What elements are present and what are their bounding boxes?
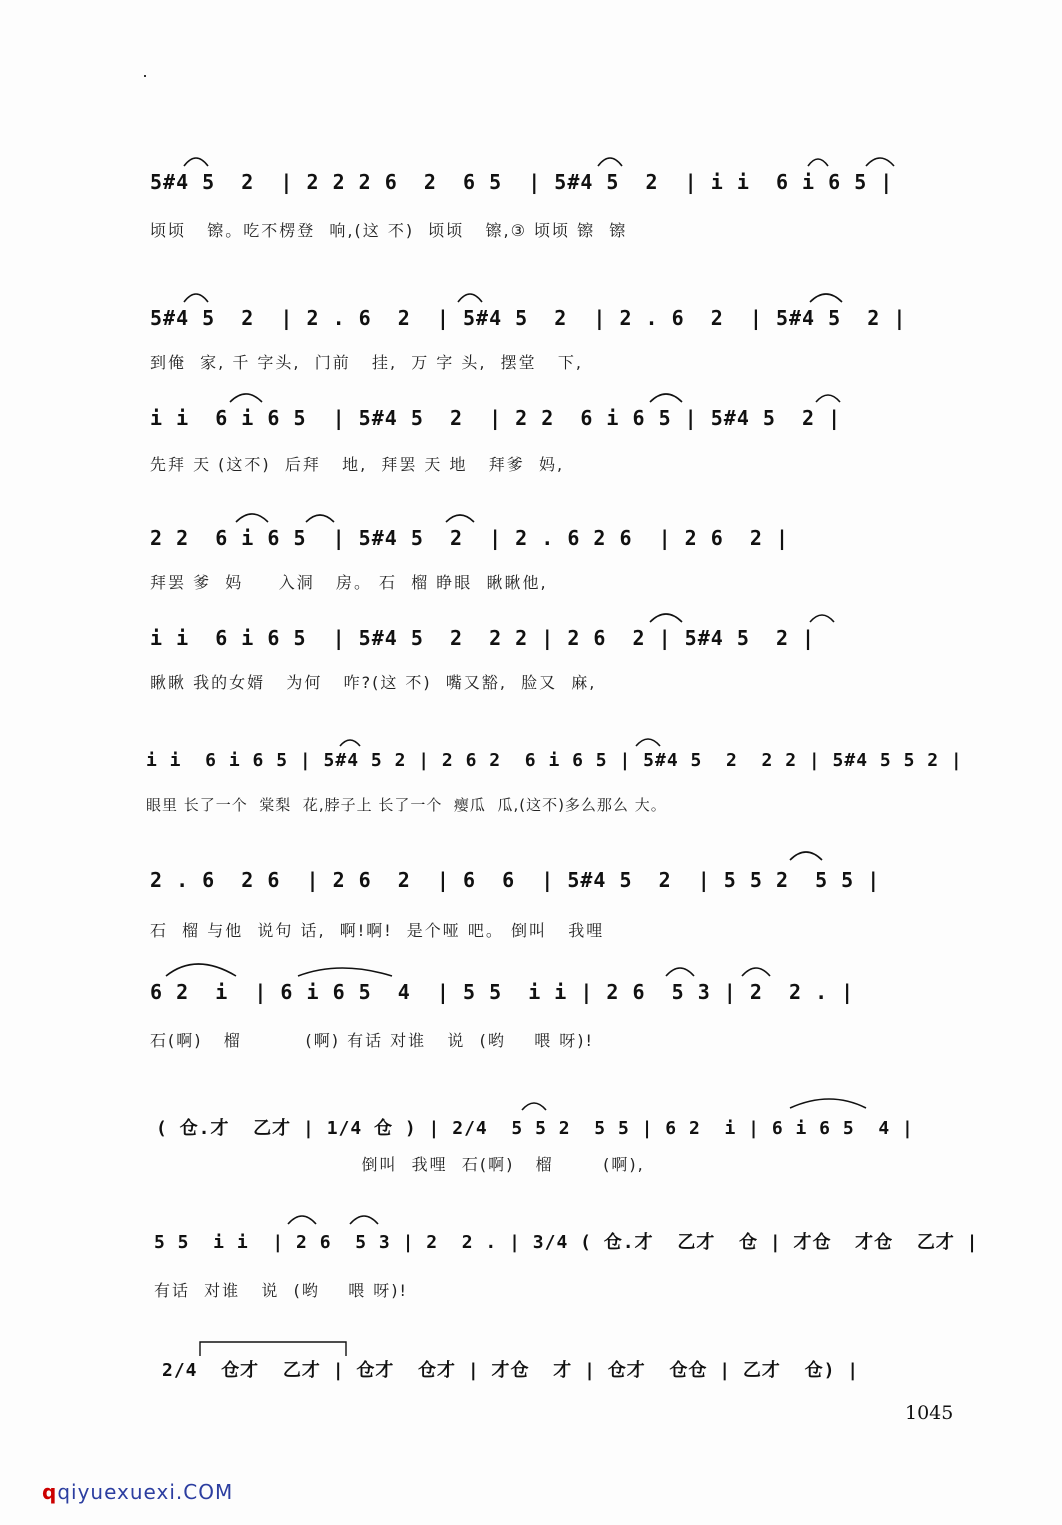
lyrics-line: 眼里 长了一个 棠梨 花,脖子上 长了一个 瘿瓜 瓜,(这不)多么那么 大。 xyxy=(146,796,667,814)
notation-line: 2/4 仓才 乙才 | 仓才 仓才 | 才仓 才 | 仓才 仓仓 | 乙才 仓) | xyxy=(162,1360,860,1381)
lyrics-line: 瞅瞅 我的女婿 为何 咋?(这 不) 嘴又豁, 脸又 麻, xyxy=(150,673,597,692)
lyrics-line: 石(啊) 榴 (啊) 有话 对谁 说 (哟 喂 呀)! xyxy=(150,1031,594,1050)
notation-line: i i 6 i 6 5 | 5#4 5 2 | 2 2 6 i 6 5 | 5#4 5 2 | xyxy=(150,406,842,430)
lyrics-line: 顷顷 镲。吃不楞登 响,(这 不) 顷顷 镲,③ 顷顷 镲 镲 xyxy=(150,221,628,240)
lyrics-line: 有话 对谁 说 (哟 喂 呀)! xyxy=(154,1281,408,1300)
lyrics-line: 先拜 天 (这不) 后拜 地, 拜罢 天 地 拜爹 妈, xyxy=(150,455,565,474)
notation-line: 6 2 i | 6 i 6 5 4 | 5 5 i i | 2 6 5 3 | 2 2 . | xyxy=(150,980,855,1004)
q-logo-icon: q xyxy=(42,1480,58,1504)
notation-line: 5 5 i i | 2 6 5 3 | 2 2 . | 3/4 ( 仓.才 乙才 仓 | 才仓 才仓 乙才 | xyxy=(154,1232,979,1253)
notation-line: 5#4 5 2 | 2 2 2 6 2 6 5 | 5#4 5 2 | i i 6 i 6 5 | xyxy=(150,170,894,194)
notation-line: 5#4 5 2 | 2 . 6 2 | 5#4 5 2 | 2 . 6 2 | 5#4 5 2 | xyxy=(150,306,907,330)
notation-line: ( 仓.才 乙才 | 1/4 仓 ) | 2/4 5 5 2 5 5 | 6 2 i | 6 i 6 5 4 | xyxy=(156,1118,914,1139)
lyrics-line: 倒叫 我哩 石(啊) 榴 (啊), xyxy=(156,1155,645,1174)
notation-line: i i 6 i 6 5 | 5#4 5 2 2 2 | 2 6 2 | 5#4 5 2 | xyxy=(150,626,816,650)
lyrics-line: 到俺 家, 千 字头, 门前 挂, 万 字 头, 摆堂 下, xyxy=(150,353,583,372)
notation-line: 2 2 6 i 6 5 | 5#4 5 2 | 2 . 6 2 6 | 2 6 2 | xyxy=(150,526,790,550)
notation-line: i i 6 i 6 5 | 5#4 5 2 | 2 6 2 6 i 6 5 | 5#4 5 2 2 2 | 5#4 5 5 2 | xyxy=(146,750,963,771)
notation-line: 2 . 6 2 6 | 2 6 2 | 6 6 | 5#4 5 2 | 5 5 2 5 5 | xyxy=(150,868,881,892)
watermark-text: qiyuexuexi.COM xyxy=(57,1480,234,1504)
lyrics-line: 石 榴 与他 说句 话, 啊!啊! 是个哑 吧。 倒叫 我哩 xyxy=(150,921,605,940)
site-watermark xyxy=(42,1480,233,1504)
page-number: 1045 xyxy=(905,1402,954,1424)
lyrics-line: 拜罢 爹 妈 入洞 房。 石 榴 睁眼 瞅瞅他, xyxy=(150,573,548,592)
